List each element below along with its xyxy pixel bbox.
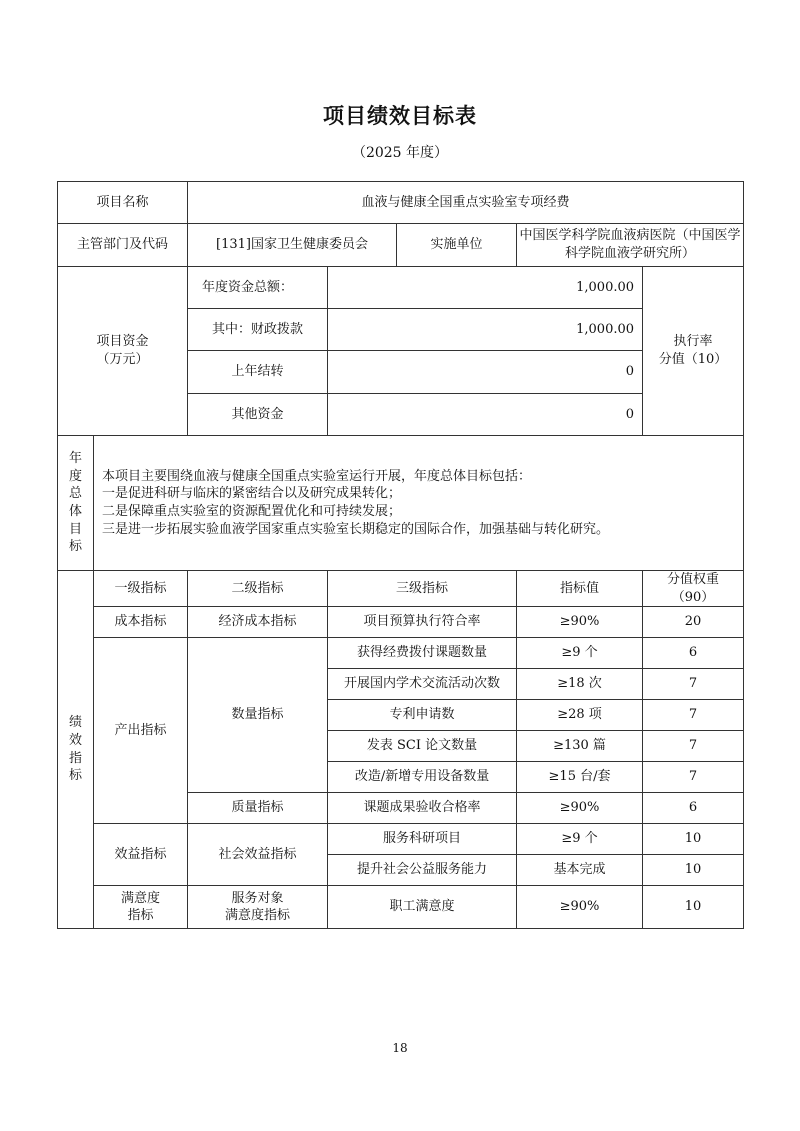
quality-level2: 质量指标 [188, 793, 328, 824]
annual-goals-content [94, 436, 744, 571]
cost-value: ≥90% [517, 607, 643, 638]
annual-goal-line: 本项目主要围绕血液与健康全国重点实验室运行开展，年度总体目标包括： [102, 468, 532, 484]
indicator-level3: 开展国内学术交流活动次数 [328, 669, 517, 700]
funds-label-line1: 项目资金 [96, 334, 149, 350]
funds-row-label: 其他资金 [188, 394, 328, 436]
indicator-value: ≥9 个 [517, 824, 643, 855]
satisfaction-level2-line2: 满意度指标 [225, 908, 291, 924]
annual-goals-row [58, 436, 744, 571]
annual-goal-line: 一是促进科研与临床的紧密结合以及研究成果转化； [102, 486, 402, 502]
indicator-level3: 改造/新增专用设备数量 [328, 762, 517, 793]
indicator-value: ≥90% [517, 793, 643, 824]
implementing-unit-label: 实施单位 [397, 224, 517, 267]
page-subtitle: （2025 年度） [351, 145, 449, 161]
indicator-level3: 服务科研项目 [328, 824, 517, 855]
indicators-header-row [58, 571, 744, 607]
annual-goals-label-char: 体 [68, 504, 82, 519]
funds-row-value: 1,000.00 [328, 309, 643, 351]
annual-goals-label [58, 436, 94, 571]
indicators-label-char: 标 [68, 768, 82, 784]
execution-rate-line1: 执行率 [673, 334, 713, 350]
header-level1: 一级指标 [94, 571, 188, 607]
indicator-value: ≥28 项 [517, 700, 643, 731]
header-weight-line1: 分值权重 [667, 572, 720, 587]
annual-goal-line: 三是进一步拓展实验血液学国家重点实验室长期稳定的国际合作，加强基础与转化研究。 [102, 521, 610, 537]
indicators-label-char: 效 [68, 733, 82, 748]
indicator-value: ≥9 个 [517, 638, 643, 669]
cost-level2: 经济成本指标 [188, 607, 328, 638]
satisfaction-level2 [188, 886, 328, 929]
execution-rate-cell [643, 267, 744, 436]
funds-row [58, 267, 744, 309]
header-weight [643, 571, 744, 607]
indicator-weight: 10 [643, 886, 744, 929]
header-value: 指标值 [517, 571, 643, 607]
indicator-weight: 10 [643, 855, 744, 886]
indicators-label-char: 指 [68, 750, 82, 766]
funds-row-value: 0 [328, 394, 643, 436]
funds-label-line2: （万元） [96, 352, 149, 367]
satisfaction-level1 [94, 886, 188, 929]
cost-weight: 20 [643, 607, 744, 638]
indicator-value: ≥130 篇 [517, 731, 643, 762]
annual-goals-label-char: 度 [68, 468, 82, 484]
project-name-row [58, 182, 744, 224]
page-title: 项目绩效目标表 [323, 104, 477, 128]
satisfaction-level1-line1: 满意度 [121, 890, 161, 906]
page-number: 18 [392, 1041, 408, 1055]
indicator-weight: 7 [643, 700, 744, 731]
benefit-level2: 社会效益指标 [188, 824, 328, 886]
annual-goals-label-char: 目 [68, 521, 82, 537]
project-name-value: 血液与健康全国重点实验室专项经费 [188, 182, 744, 224]
department-value: [131]国家卫生健康委员会 [188, 224, 397, 267]
annual-goal-line: 二是保障重点实验室的资源配置优化和可持续发展； [102, 504, 402, 519]
indicator-value: ≥18 次 [517, 669, 643, 700]
department-row [58, 224, 744, 267]
output-level1: 产出指标 [94, 638, 188, 824]
indicator-level3: 提升社会公益服务能力 [328, 855, 517, 886]
indicator-level3: 课题成果验收合格率 [328, 793, 517, 824]
execution-rate-line2: 分值（10） [658, 352, 728, 367]
indicators-label-char: 绩 [68, 715, 82, 731]
indicator-weight: 6 [643, 793, 744, 824]
funds-row-label: 年度资金总额： [188, 267, 328, 309]
quantity-level2: 数量指标 [188, 638, 328, 793]
table-row [58, 607, 744, 638]
indicator-weight: 7 [643, 762, 744, 793]
cost-level1: 成本指标 [94, 607, 188, 638]
funds-row-value: 0 [328, 351, 643, 394]
benefit-level1: 效益指标 [94, 824, 188, 886]
annual-goals-label-char: 标 [68, 539, 82, 555]
indicator-level3: 职工满意度 [328, 886, 517, 929]
table-row [58, 824, 744, 855]
table-row [58, 886, 744, 929]
funds-row-label: 上年结转 [188, 351, 328, 394]
funds-row-label: 其中：财政拨款 [188, 309, 328, 351]
indicator-level3: 专利申请数 [328, 700, 517, 731]
indicator-level3: 发表 SCI 论文数量 [328, 731, 517, 762]
indicator-weight: 7 [643, 669, 744, 700]
project-name-label: 项目名称 [58, 182, 188, 224]
satisfaction-level2-line1: 服务对象 [231, 890, 284, 906]
indicator-weight: 10 [643, 824, 744, 855]
table-row [58, 638, 744, 669]
annual-goals-label-char: 年 [68, 451, 82, 467]
cost-level3: 项目预算执行符合率 [328, 607, 517, 638]
indicator-level3: 获得经费拨付课题数量 [328, 638, 517, 669]
department-label: 主管部门及代码 [58, 224, 188, 267]
indicator-weight: 6 [643, 638, 744, 669]
indicator-value: ≥15 台/套 [517, 762, 643, 793]
header-level2: 二级指标 [188, 571, 328, 607]
indicator-value: 基本完成 [517, 855, 643, 886]
funds-row-value: 1,000.00 [328, 267, 643, 309]
header-level3: 三级指标 [328, 571, 517, 607]
annual-goals-label-char: 总 [68, 486, 82, 502]
funds-label [58, 267, 188, 436]
indicators-label [58, 571, 94, 929]
implementing-unit-value: 中国医学科学院血液病医院（中国医学科学院血液学研究所） [517, 224, 744, 267]
indicator-value: ≥90% [517, 886, 643, 929]
performance-goals-table [57, 181, 744, 929]
indicator-weight: 7 [643, 731, 744, 762]
header-weight-line2: （90） [671, 589, 715, 605]
satisfaction-level1-line2: 指标 [127, 908, 154, 924]
